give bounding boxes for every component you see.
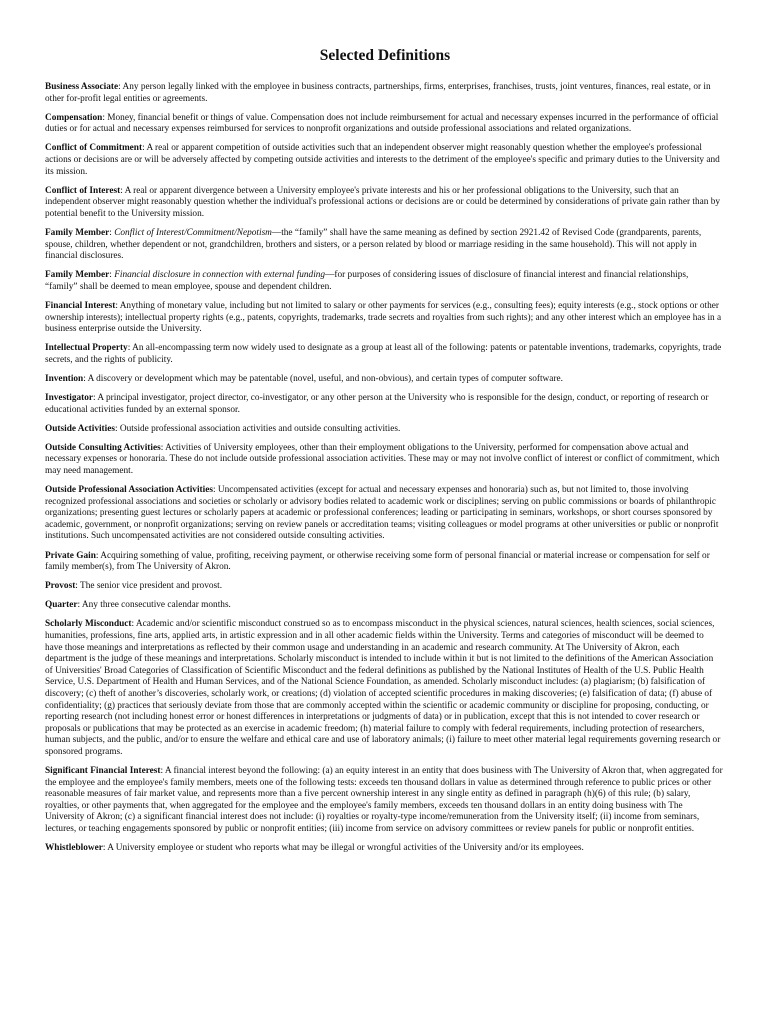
definition-term: Compensation <box>45 112 103 123</box>
definition-text: : Academic and/or scientific misconduct construed so as to encompass misconduct in the physical sciences, natural sciences, health sciences, social sciences, humanities, professions, fine arts, applied arts, in artistic expression and in all other academic fields within the University. Terms and categories of misconduct will be deemed to have those meanings and interpretations as reflected by their common usage and understanding in an academic and research community. At The University of Akron, each department is the judge of these meanings and interpretations. Scholarly misconduct is intended to include within it but is not limited to the definitions of the American Association of Universities' Broad Categories of Classification of Scientific Misconduct and the federal definitions as published by the National Institutes of Health of the U.S. Public Health Service, U.S. Department of Health and Human Services, and of the National Science Foundation, as amended. Scholarly misconduct includes: (a) plagiarism; (b) falsification of discovery; (c) theft of another’s discoveries, scholarly work, or creations; (d) violation of accepted scientific procedures in making discoveries; (e) falsification of data; (f) abuse of confidentiality; (g) practices that seriously deviate from those that are commonly accepted within the scientific or academic community or discipline for proposing, conducting, or reporting research (not including honest error or honest differences in interpretations or judgments of data) or in publication, except that this is not intended to cover research or proposals or publications that may be protected as an exercise in academic freedom; (h) material failure to comply with federal requirements, including protection of researchers, human subjects, and the public, and/or to ensure the welfare and ethical care and use of laboratory animals; (i) failure to meet other material legal requirements governing research or sponsored programs. <box>45 619 721 757</box>
definition-conflict-of-commitment <box>45 143 723 178</box>
definition-term: Whistleblower <box>45 843 103 854</box>
definition-conflict-of-interest <box>45 186 723 221</box>
definition-text: : Acquiring something of value, profiting, receiving payment, or otherwise receiving some form of personal financial or material increase or compensation for self or family member(s), from The University of Akron. <box>45 550 710 573</box>
definition-text: —the “family” shall have the same meaning as defined by section 2921.42 of Revised Code (grandparents, parents, spouse, children, whether dependent or not, grandchildren, brothers and sisters, or a person related by blood or marriage residing in the same household). This will not apply in financial disclosures. <box>45 227 702 262</box>
definition-term: Conflict of Interest <box>45 185 121 196</box>
definition-term: Investigator <box>45 392 94 403</box>
definition-quarter <box>45 600 723 612</box>
definition-term: Intellectual Property <box>45 343 128 354</box>
definition-text: : A University employee or student who reports what may be illegal or wrongful activities of the University and/or its employees. <box>102 843 584 854</box>
definition-context: Conflict of Interest/Commitment/Nepotism <box>114 227 272 238</box>
definition-text: : Activities of University employees, other than their employment obligations to the University, performed for compensation above actual and necessary expenses or honoraria. These do not include outside professional association activities. These may or may not involve conflict of interest or conflict of commitment, which may need management. <box>45 442 720 476</box>
definition-separator: : <box>109 227 115 238</box>
definition-term: Business Associate <box>45 82 119 92</box>
definition-outside-professional-association-activities <box>45 485 723 543</box>
definition-term: Family Member <box>45 227 110 238</box>
definition-term: Outside Consulting Activities <box>45 442 161 453</box>
definition-text: —for purposes of considering issues of disclosure of financial interest and financial relationships, “family” shall be deemed to mean employee, spouse and dependent children. <box>45 270 689 292</box>
definition-term: Family Member <box>45 270 110 281</box>
definition-intellectual-property <box>45 343 723 366</box>
definition-significant-financial-interest <box>45 766 723 836</box>
definition-outside-activities <box>45 424 723 436</box>
definition-text: : Anything of monetary value, including but not limited to salary or other payments for services (e.g., consulting fees); equity interests (e.g., stock options or other ownership interests); intellectual property rights (e.g., patents, copyrights, trademarks, trade secrets and royalties from such rights); and any other interest which an employee has in a business enterprise outside the University. <box>45 300 722 335</box>
definition-term: Financial Interest <box>45 300 116 311</box>
definition-term: Conflict of Commitment <box>45 143 143 154</box>
definition-term: Provost <box>45 581 76 592</box>
definition-family-member-financial <box>45 270 723 293</box>
definition-term: Outside Activities <box>45 423 115 434</box>
definition-term: Private Gain <box>45 550 96 561</box>
definition-text: : Any three consecutive calendar months. <box>77 600 231 611</box>
definition-text: : A real or apparent competition of outside activities such that an independent observer might reasonably question whether the employee's professional actions or decisions are or will be adversely affected by competing outside activities and interests to the detriment of the employee's specific and primary duties to the University and its mission. <box>45 143 720 177</box>
definition-term: Outside Professional Association Activities <box>45 485 213 496</box>
definition-text: : A financial interest beyond the following: (a) an equity interest in an entity that does business with The University of Akron that, when aggregated for the employee and the employee's family members, meets one of the following tests: exceeds ten thousand dollars in value as determined through reference to public prices or other reasonable measures of fair market value, and represents more than a five percent ownership interest in any single entity as defined in paragraph (h)(6) of this rule; (b) salary, royalties, or other payments that, when aggregated for the employee and the employee's family members, exceeds ten thousand dollars in an entity doing business with The University of Akron; (c) a significant financial interest does not include: (i) royalties or royalty-type income/remuneration from the University itself; (ii) income from seminars, lectures, or teaching engagements sponsored by public or nonprofit entities; (iii) income from service on advisory committees or review panels for public or nonprofit entities. <box>45 766 723 834</box>
definition-term: Significant Financial Interest <box>45 766 161 776</box>
definition-text: : A discovery or development which may be patentable (novel, useful, and non-obvious), and certain types of computer software. <box>83 373 563 384</box>
definition-term: Quarter <box>45 600 78 611</box>
definition-text: : The senior vice president and provost. <box>75 581 223 592</box>
definition-scholarly-misconduct <box>45 619 723 758</box>
definition-term: Invention <box>45 373 84 384</box>
definitions-list <box>45 82 723 862</box>
definition-separator: : <box>109 270 115 281</box>
definition-whistleblower <box>45 843 723 855</box>
definition-invention <box>45 374 723 386</box>
definition-text: : An all-encompassing term now widely used to designate as a group at least all of the following: patents or patentable inventions, trademarks, copyrights, trade secrets, and the rights of publicity. <box>45 343 722 365</box>
definition-text: : A real or apparent divergence between a University employee's private interests and his or her professional obligations to the University, such that an independent observer might reasonably question whether the individual's professional actions or decisions are or could be determined by considerations of private gain rather than by potential benefit to the University mission. <box>45 185 720 219</box>
definition-text: : Outside professional association activities and outside consulting activities. <box>114 423 401 434</box>
definition-text: : A principal investigator, project director, co-investigator, or any other person at the University who is responsible for the design, conduct, or reporting of research or educational activities funded by an external sponsor. <box>45 392 709 415</box>
definition-outside-consulting-activities <box>45 443 723 478</box>
definition-family-member-conflict <box>45 228 723 263</box>
definition-business-associate <box>45 82 723 105</box>
definition-investigator <box>45 393 723 416</box>
definition-financial-interest <box>45 301 723 336</box>
definition-context: Financial disclosure in connection with external funding <box>114 270 326 281</box>
definition-provost <box>45 581 723 593</box>
definition-text: : Money, financial benefit or things of value. Compensation does not include reimbursement for actual and necessary expenses incurred in the performance of official duties or for actual and necessary expenses reimbursed for services to nonprofit organizations and outside professional associations and related organizations. <box>45 112 719 135</box>
definition-term: Scholarly Misconduct <box>45 619 132 630</box>
definition-compensation <box>45 113 723 136</box>
page-title: Selected Definitions <box>319 47 451 64</box>
definition-text: : Any person legally linked with the employee in business contracts, partnerships, firms, enterprises, franchises, trusts, joint ventures, finances, real estate, or in other for-profit legal entities or agreements. <box>45 82 711 104</box>
definition-text: : Uncompensated activities (except for actual and necessary expenses and honoraria) such as, but not limited to, those involving recognized professional associations and societies or scholarly or advisory bodies related to academic work or disciplines; serving on public commissions or boards of philanthropic organizations; presenting guest lectures or scholarly papers at academic or professional conferences; leading or participating in seminars, workshops, or short courses sponsored by academic, government, or nonprofit organizations; serving on review panels or accreditation teams; visiting colleagues or model programs at other universities or public or nonprofit institutions. Such uncompensated activities are not considered outside consulting activities. <box>45 485 719 542</box>
definition-private-gain <box>45 551 723 574</box>
